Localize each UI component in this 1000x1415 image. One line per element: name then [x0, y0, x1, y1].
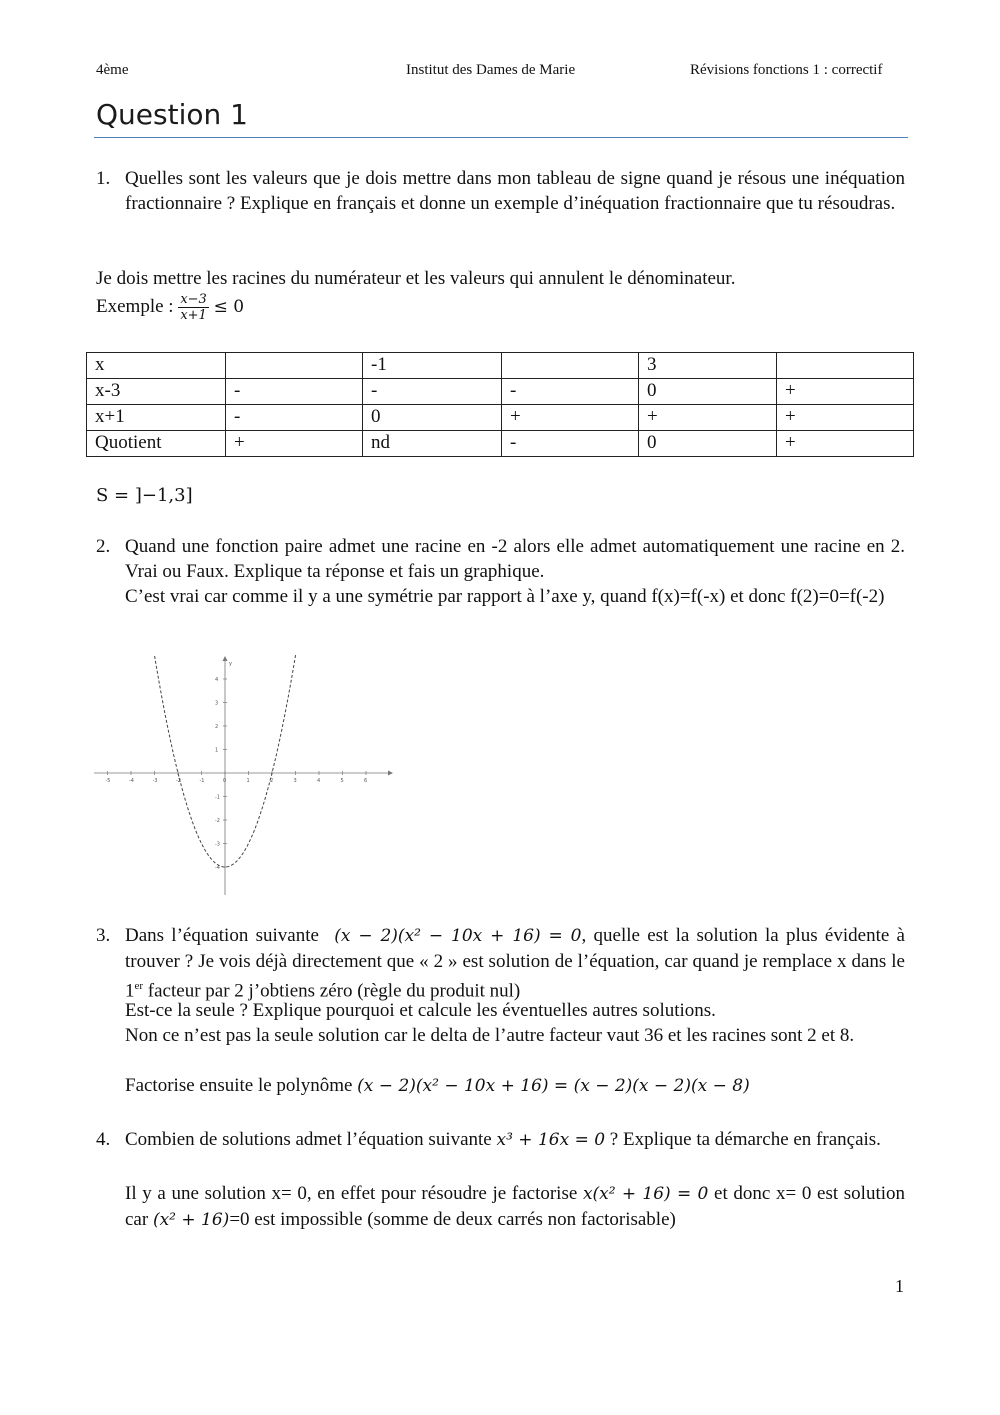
q2-text: Quand une fonction paire admet une racine en -2 alors elle admet automatiquement une racine en 2. Vrai ou Faux. Explique ta réponse et fais un graphique. [125, 536, 905, 582]
table-cell: + [502, 405, 639, 431]
q4-answer-b: et donc x= 0 est solution car [125, 1183, 906, 1230]
q1-example [96, 292, 496, 323]
table-cell: x [87, 353, 226, 379]
y-axis-label: y [229, 661, 232, 667]
page-number: 1 [895, 1276, 904, 1296]
table-row [87, 379, 914, 405]
q3-superscript: er [134, 980, 144, 992]
table-cell: + [226, 431, 363, 457]
q1-number: 1. [96, 168, 111, 189]
header-left: 4ème [96, 62, 129, 78]
y-tick-label: 2 [215, 724, 219, 730]
x-tick-label: 3 [293, 778, 297, 784]
table-cell: -1 [363, 353, 502, 379]
parabola-svg [94, 655, 394, 895]
header-right: Révisions fonctions 1 : correctif [690, 62, 883, 78]
q3-number: 3. [96, 925, 111, 946]
x-tick-label: -2 [176, 778, 181, 784]
x-tick-label: -3 [152, 778, 158, 784]
q3-line2: Est-ce la seule ? Explique pourquoi et calcule les éventuelles autres solutions. [125, 1000, 716, 1021]
table-cell: - [502, 379, 639, 405]
q1-text: Quelles sont les valeurs que je dois mettre dans mon tableau de signe quand je résous une inéquation fractionnaire ? Explique en français et donne un exemple d’inéquation fractionnaire que tu résoudras. [125, 168, 905, 214]
x-tick-label: 6 [364, 778, 368, 784]
table-cell [226, 353, 363, 379]
table-cell: - [502, 431, 639, 457]
table-row [87, 431, 914, 457]
y-tick-label: 3 [215, 700, 219, 707]
q3-text-b: , quelle est la solution la plus évidente à trouver ? Je vois déjà directement que « 2 » est solution de l’équation, car quand je remplace x dans le 1 [125, 925, 905, 1002]
table-cell: x+1 [87, 405, 226, 431]
table-cell: 0 [639, 431, 777, 457]
table-cell: + [777, 379, 914, 405]
example-label: Exemple : [96, 295, 174, 317]
y-tick-label: -4 [215, 865, 220, 871]
title-underline [94, 137, 908, 138]
table-row [87, 405, 914, 431]
y-tick-label: -3 [215, 841, 220, 848]
y-tick-label: -2 [215, 818, 220, 824]
q1-answer: Je dois mettre les racines du numérateur et les valeurs qui annulent le dénominateur. [96, 268, 736, 289]
q1-solution [96, 483, 193, 508]
table-cell: + [777, 405, 914, 431]
x-tick-label: 1 [246, 778, 250, 784]
q4-number: 4. [96, 1129, 111, 1150]
y-tick-label: 1 [215, 747, 219, 754]
solution-set: S = ]−1,3] [96, 485, 193, 506]
table-cell: x-3 [87, 379, 226, 405]
page-title: Question 1 [96, 98, 248, 131]
q3-line4 [125, 1073, 905, 1099]
y-tick-label: -1 [215, 794, 220, 801]
table-cell: - [226, 405, 363, 431]
q3-text-a: Dans l’équation suivante [125, 925, 319, 946]
parabola-graph [94, 655, 394, 900]
x-tick-label: -4 [129, 778, 134, 784]
q2-answer: C’est vrai car comme il y a une symétrie par rapport à l’axe y, quand f(x)=f(-x) et donc f(2)=0=f(-2) [125, 586, 885, 607]
x-tick-label: -1 [199, 778, 205, 784]
table-cell: - [363, 379, 502, 405]
q3-factorise-text: Factorise ensuite le polynôme [125, 1075, 353, 1096]
q3-equation: (x − 2)(x² − 10x + 16) = 0 [334, 926, 582, 946]
table-cell: nd [363, 431, 502, 457]
x-tick-label: 5 [340, 778, 344, 784]
example-fraction [178, 292, 209, 323]
table-cell: 0 [639, 379, 777, 405]
q3-line3: Non ce n’est pas la seule solution car le delta de l’autre facteur vaut 36 et les racines sont 2 et 8. [125, 1025, 855, 1046]
q2-number: 2. [96, 536, 111, 557]
table-row [87, 353, 914, 379]
sign-table [86, 352, 914, 457]
q4-equation: x³ + 16x = 0 [496, 1130, 606, 1150]
table-cell: 3 [639, 353, 777, 379]
table-cell: 0 [363, 405, 502, 431]
q3-paragraph1 [125, 923, 905, 1003]
x-tick-label: 4 [317, 778, 321, 784]
x-tick-label: -5 [105, 778, 111, 784]
q4-line1 [125, 1127, 905, 1153]
table-cell [502, 353, 639, 379]
table-cell [777, 353, 914, 379]
x-tick-label: 2 [270, 778, 274, 784]
table-cell: - [226, 379, 363, 405]
q3-text-c: facteur par 2 j’obtiens zéro (règle du produit nul) [143, 980, 521, 1002]
example-relation: ≤ 0 [213, 296, 245, 317]
q4-factor: (x² + 16) [152, 1210, 230, 1230]
q3-factorisation: (x − 2)(x² − 10x + 16) = (x − 2)(x − 2)(x − 8) [357, 1076, 750, 1096]
q4-answer-c: =0 est impossible (somme de deux carrés non factorisable) [229, 1209, 676, 1230]
table-cell: Quotient [87, 431, 226, 457]
q4-text-b: ? Explique ta démarche en français. [609, 1129, 881, 1150]
q4-factored: x(x² + 16) = 0 [582, 1184, 709, 1204]
x-tick-label: 0 [223, 778, 227, 784]
q4-text-a: Combien de solutions admet l’équation suivante [125, 1129, 492, 1150]
x-axis-arrow [388, 771, 393, 776]
table-cell: + [639, 405, 777, 431]
header-center: Institut des Dames de Marie [406, 62, 576, 78]
fraction-numerator: x−3 [180, 292, 207, 307]
fraction-denominator: x+1 [180, 308, 207, 323]
y-axis-arrow [223, 656, 228, 661]
q4-answer-a: Il y a une solution x= 0, en effet pour résoudre je factorise [125, 1183, 578, 1204]
table-cell: + [777, 431, 914, 457]
y-tick-label: 4 [215, 677, 219, 683]
q4-line2 [125, 1181, 905, 1233]
